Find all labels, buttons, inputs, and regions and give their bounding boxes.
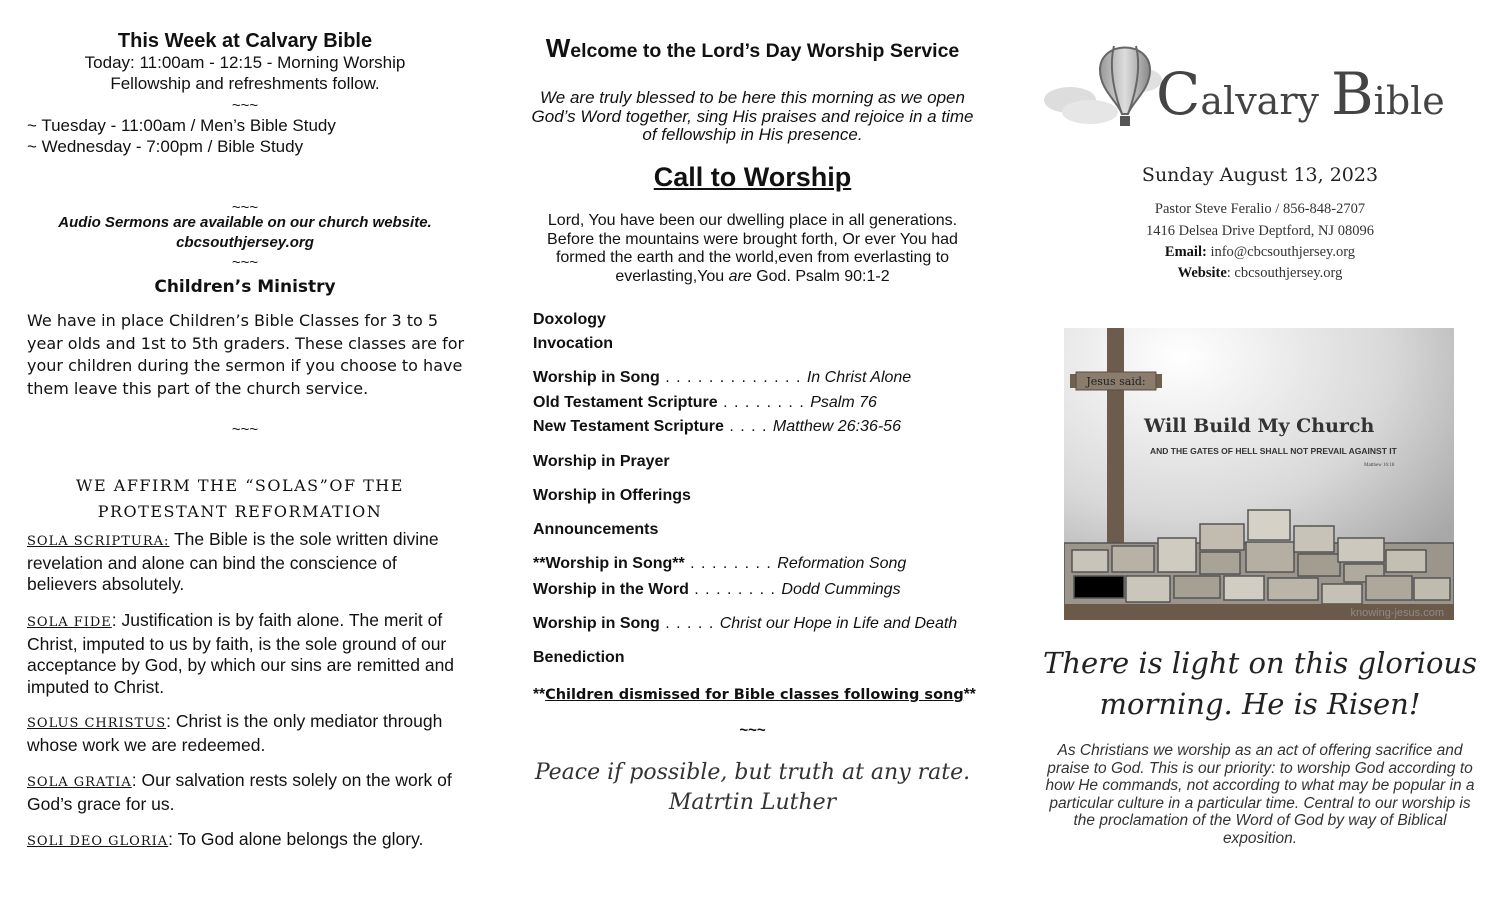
sign-text: Jesus said: [1086, 375, 1146, 388]
solas-heading: WE AFFIRM THE “SOLAS”OF THE PROTESTANT REFORMATION [76, 476, 404, 521]
order-value: Reformation Song [777, 555, 907, 572]
psalm-text: Lord, You have been our dwelling place in all generations. Before the mountains were brought forth, Or ever You had formed the earth and the world,even from everlasting to everlasting,You [547, 212, 958, 285]
order-value: Christ our Hope in Life and Death [719, 615, 958, 632]
order-label: Worship in Song [533, 615, 660, 632]
stars: ** [963, 686, 976, 703]
church-address: 1416 Delsea Drive Deptford, NJ 08096 [1146, 223, 1374, 239]
solus-christus [27, 711, 462, 756]
sola-term: SOLA SCRIPTURA: [27, 534, 170, 549]
children-dismissed-note [533, 686, 976, 704]
worship-priority-statement: As Christians we worship as an act of offering sacrifice and praise to God. This is our priority: to worship God according to how He commands, not according to what may be popular in a particular culture in a particular time. Central to our worship is the proclamation of the Word of God by way of Biblical exposition. [1045, 742, 1475, 847]
service-date: Sunday August 13, 2023 [1141, 164, 1379, 186]
order-item [533, 418, 901, 436]
brand-initial-b: B [1331, 60, 1374, 128]
order-item [533, 311, 606, 329]
sola-term: SOLA FIDE [27, 615, 112, 630]
sola-text: : Christ is the only mediator through whose work we are redeemed. [27, 711, 443, 755]
sola-text: : Justification is by faith alone. The merit of Christ, imputed to us by faith, is the sole ground of our acceptance by God, by which our sins are remitted and imputed to Christ. [27, 610, 455, 697]
tilde-divider: ~~~ [231, 199, 259, 216]
welcome-blessing: We are truly blessed to be here this morning as we open God’s Word together, sing His praises and rejoice in a time of fellowship in His presence. [531, 88, 974, 144]
order-value: In Christ Alone [806, 369, 912, 386]
childrens-ministry-title: Children’s Ministry [154, 277, 336, 297]
order-item [533, 649, 625, 667]
order-label: Doxology [533, 311, 606, 328]
order-item [533, 521, 658, 539]
childrens-ministry-body: We have in place Children’s Bible Classes for 3 to 5 year olds and 1st to 5th graders. These classes are for your children during the sermon if you choose to have them leave this part of the church service. [27, 311, 465, 398]
brand-text: alvary [1200, 79, 1332, 123]
sola-term: SOLUS CHRISTUS [27, 716, 167, 731]
order-dots: . . . . . . . . [717, 394, 811, 411]
order-label: Invocation [533, 335, 614, 352]
sola-gratia [27, 770, 462, 815]
right-panel [1020, 0, 1500, 911]
quote-attribution: Matrtin Luther [668, 790, 837, 815]
build-my-church-image [1064, 328, 1454, 620]
order-item [533, 487, 691, 505]
audio-sermons-note: Audio Sermons are available on our church website. [58, 214, 432, 231]
sola-term: SOLI DEO GLORIA [27, 834, 169, 849]
sola-text: : To God alone belongs the glory. [168, 829, 424, 849]
order-value: Matthew 26:36-56 [772, 418, 901, 435]
sola-text: : Our salvation rests solely on the work of God’s grace for us. [27, 770, 452, 814]
today-service: Today: 11:00am - 12:15 - Morning Worship [84, 53, 406, 72]
welcome-title [505, 33, 1000, 64]
welcome-rest: elcome to the Lord’s Day Worship Service [570, 40, 960, 62]
image-reference: Matthew 16:18 [1364, 463, 1395, 468]
church-website-line [1020, 265, 1500, 282]
sola-fide [27, 610, 462, 698]
tilde-divider: ~~~ [231, 97, 259, 114]
order-label: **Worship in Song** [533, 555, 685, 572]
brand-text: ible [1373, 79, 1445, 123]
order-dots: . . . . . . . . . . . . . [659, 369, 807, 386]
welcome-initial: W [545, 33, 571, 63]
fellowship-note: Fellowship and refreshments follow. [110, 74, 380, 93]
order-item [533, 615, 957, 633]
order-label: Old Testament Scripture [533, 394, 718, 411]
order-dots: . . . . . [659, 615, 720, 632]
order-item [533, 335, 613, 353]
left-panel [0, 0, 490, 911]
stars: ** [533, 686, 546, 703]
sola-scriptura [27, 529, 462, 596]
order-item [533, 394, 877, 412]
psalm-reference: God. Psalm 90:1-2 [751, 267, 890, 285]
email-label: Email: [1164, 244, 1207, 260]
order-item [533, 453, 670, 471]
website-value: : cbcsouthjersey.org [1226, 265, 1343, 281]
order-value: Dodd Cummings [781, 581, 901, 598]
brand-initial-c: C [1156, 60, 1201, 128]
sola-text: The Bible is the sole written divine revelation and alone can bind the conscience of believers absolutely. [27, 529, 439, 594]
image-subline: AND THE GATES OF HELL SHALL NOT PREVAIL AGAINST IT [1150, 446, 1397, 456]
middle-panel [505, 0, 1000, 911]
he-is-risen-text [1020, 643, 1500, 725]
tilde-divider: ~~~ [231, 254, 259, 271]
order-dots: . . . . . . . . [684, 555, 778, 572]
sola-term: SOLA GRATIA [27, 775, 132, 790]
order-dots: . . . . . . . . [688, 581, 782, 598]
order-label: New Testament Scripture [533, 418, 724, 435]
tuesday-event: ~ Tuesday - 11:00am / Men’s Bible Study [27, 116, 336, 135]
soli-deo-gloria [27, 829, 462, 853]
call-to-worship-text [525, 212, 980, 286]
tilde-divider: ~~~ [231, 421, 259, 438]
image-headline: Will Build My Church [1144, 415, 1375, 437]
website-label: Website [1177, 265, 1227, 281]
order-label: Benediction [533, 649, 625, 666]
order-label: Announcements [533, 521, 659, 538]
children-dismissed-text: Children dismissed for Bible classes following song [545, 687, 964, 703]
this-week-title: This Week at Calvary Bible [117, 30, 373, 52]
luther-quote: Peace if possible, but truth at any rate. [534, 760, 971, 785]
order-dots: . . . . [723, 418, 773, 435]
order-value: Psalm 76 [810, 394, 877, 411]
order-label: Worship in Prayer [533, 453, 670, 470]
church-website: cbcsouthjersey.org [176, 234, 314, 251]
order-item [533, 555, 906, 573]
risen-line: There is light on this glorious [1043, 646, 1477, 680]
wednesday-event: ~ Wednesday - 7:00pm / Bible Study [27, 137, 304, 156]
tilde-divider: ~~~ [739, 722, 766, 739]
pastor-contact: Pastor Steve Feralio / 856-848-2707 [1154, 201, 1366, 217]
church-email [1020, 244, 1500, 261]
order-label: Worship in Song [533, 369, 660, 386]
order-label: Worship in the Word [533, 581, 689, 598]
call-to-worship-heading: Call to Worship [653, 162, 852, 192]
order-label: Worship in Offerings [533, 487, 691, 504]
email-value: info@cbcsouthjersey.org [1206, 244, 1356, 260]
calvary-bible-wordmark [1156, 60, 1445, 128]
order-item [533, 581, 901, 599]
risen-line: morning. He is Risen! [1099, 687, 1421, 721]
psalm-emphasis: are [728, 267, 752, 285]
image-watermark: knowing-jesus.com [1350, 607, 1444, 619]
order-item [533, 369, 911, 387]
